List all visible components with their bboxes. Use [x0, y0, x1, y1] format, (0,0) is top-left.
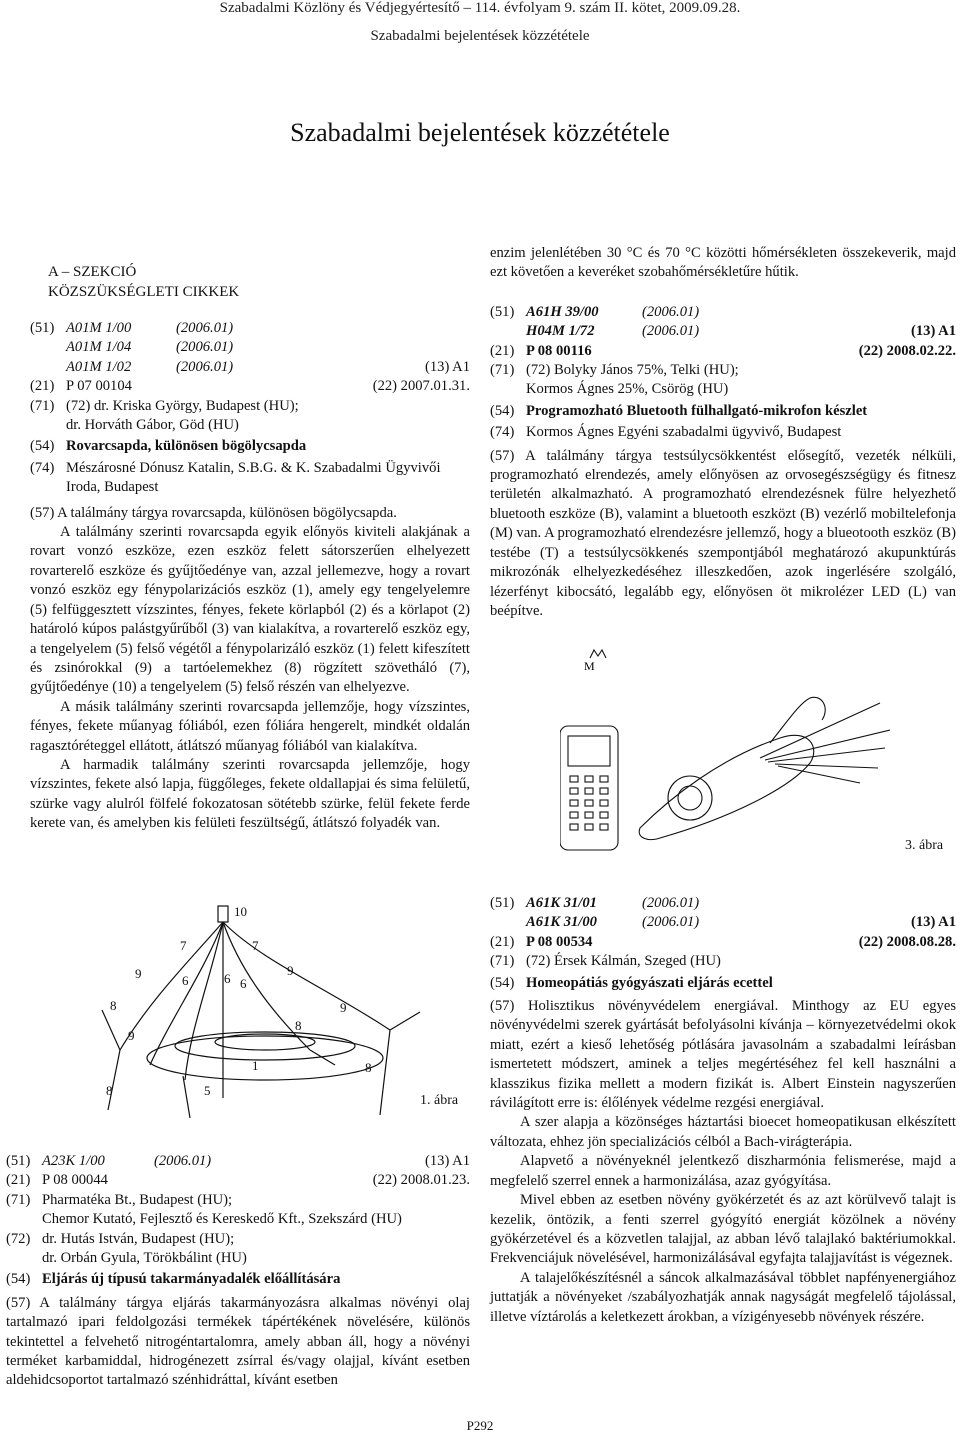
abstract-paragraph: (57) A találmány tárgya eljárás takarmányozásra alkalmas növényi olaj tartalmazó ipari feldolgozási termékek tápértékének növelésére, különös tekintettel a felvehető nitrogéntartalomra, amely abban áll, hogy a növényi terméket karbamiddal, hidrogénezett zsírral és/vagy olajjal, kívánt esetben aldehidcsoportot tartalmazó szénhidráttal, kívánt esetben [6, 1294, 470, 1389]
figure-1-label: 7 [180, 938, 187, 953]
kind-code: (13) A1 [911, 914, 956, 931]
running-header: Szabadalmi Közlöny és Védjegyértesítő – 114. évfolyam 9. szám II. kötet, 2009.09.28. [219, 0, 741, 16]
code-21: (21) [490, 933, 515, 950]
figure-1-label: 7 [252, 938, 259, 953]
code-74: (74) [30, 459, 55, 476]
inventors: Kormos Ágnes 25%, Csörög (HU) [526, 381, 729, 398]
code-51: (51) [490, 895, 515, 911]
phone-keypad [570, 776, 608, 830]
figure-1-label: 9 [135, 966, 142, 981]
application-number: P 08 00044 [42, 1172, 108, 1189]
right-column [490, 244, 956, 621]
figure-1-caption: 1. ábra [420, 1093, 459, 1108]
abstract-paragraph: A harmadik találmány szerinti rovarcsapda jellemzője, hogy vízszintes, fekete alsó lapja, függőleges, fekete oldallapjai és sima felületű, szürke vagy alulról fölfelé fokozatosan sötétebb szürke, felül fekete ferde kerete van, és amelyben kis felületi feszültségű, átlátszó folyadék van. [30, 756, 470, 832]
inventors: (72) Érsek Kálmán, Szeged (HU) [526, 953, 721, 970]
figure-1-label: 9 [287, 963, 294, 978]
ipc-version: (2006.01) [642, 303, 700, 320]
entry1-biblio [30, 319, 470, 834]
entry2 [6, 1152, 470, 1391]
application-number: P 07 00104 [66, 378, 132, 395]
ipc-version: (2006.01) [176, 320, 234, 336]
filing-date: (22) 2008.08.28. [858, 933, 956, 950]
ipc-code: A61H 39/00 [526, 303, 599, 320]
figure-1-label: 8 [295, 1018, 302, 1033]
filing-date: (22) 2008.02.22. [858, 342, 956, 359]
ipc-version: (2006.01) [176, 339, 234, 356]
abstract-paragraph: A szer alapja a közönséges háztartási bioecet homeopatikusan elkészített változata, ehhez jön specializációs célból a Bach-virágterápia. [490, 1114, 956, 1150]
code-71: (71) [490, 362, 515, 379]
abstract-paragraph: (57) A találmány tárgya testsúlycsökkentést elősegítő, vezeték nélküli, programozható elrendezés, amely előnyösen az orvosegészségügy és fitnesz területén alkalmazható. A programozható elrendezésnek fülre helyezhető bluetooth eszköze (B), valamint a bluetooth eszközt (B) vezérlő mobiltelefonja (M) van. A programozható elrendezésre jellemző, hogy a blueotooth eszköz (B) testébe (T) a testsúlycsökkenés szempontjából meghatározó akupunktúrás mikrozónák elhelyezkedéséhez illeszkedően, azok ingerlésére szolgáló, lézerfényt kibocsátó, legalább egy, előnyösen öt mikrolézer LED (L) van beépítve. [490, 447, 956, 619]
ipc-code: A01M 1/02 [66, 358, 132, 375]
ipc-code: A23K 1/00 [42, 1153, 105, 1169]
figure-1-label: 6 [240, 976, 247, 991]
figure-1-label: 8 [106, 1083, 113, 1098]
figure-1-label: 8 [365, 1060, 372, 1075]
ipc-version: (2006.01) [642, 323, 700, 340]
ipc-version: (2006.01) [642, 895, 700, 911]
code-54: (54) [490, 402, 515, 419]
inventor: dr. Hutás István, Budapest (HU); [42, 1230, 235, 1247]
filing-date: (22) 2007.01.31. [372, 378, 470, 395]
code-54: (54) [490, 974, 515, 991]
bluetooth-earpiece-shape [639, 735, 814, 839]
abstract-paragraph: A talajelőkészítésnél a sáncok alkalmazásával többlet napfényenergiához juttatják a növényeket /szabályozhatják annak nagyságát megfelelő tájolással, illetve víztárolás a keletkezett árokban, a vízigényesebb növények részére. [490, 1269, 956, 1325]
code-54: (54) [6, 1271, 31, 1288]
application-number: P 08 00534 [526, 933, 593, 950]
section-letter: A – SZEKCIÓ [48, 264, 137, 280]
code-21: (21) [490, 342, 515, 359]
code-72: (72) [6, 1230, 31, 1247]
patent-title: Rovarcsapda, különösen bögölycsapda [66, 438, 307, 455]
page-number: P292 [466, 1418, 494, 1433]
figure-1-label: 9 [340, 1000, 347, 1015]
figure-1-label: 6 [224, 971, 231, 986]
code-21: (21) [30, 378, 55, 395]
figure-1-label: 5 [204, 1083, 211, 1098]
abstract-paragraph: Alapvető a növényeknél jelentkező diszharmónia felismerése, majd a megfelelő szerrel ennek a harmonizálása, azaz gyógyítása. [490, 1153, 956, 1189]
abstract-paragraph: (57) Holisztikus növényvédelem energiával. Minthogy az EU egyes növényvédelmi szerek gyártását befolyásolni kívánja – környezetvédelmi okok miatt, ezért a kieső lehetőség pótlására javasolnám a szabadalmi leírásban ismertetett módszert, aminek a teljes megértéséhez fel kell használni a klasszikus fizika mellett a modern fizikát is. Albert Einstein nagyszerűen rávilágított erre is: élőlények védelme rezgési energiával. [490, 998, 956, 1112]
filing-date: (22) 2008.01.23. [372, 1172, 470, 1189]
code-54: (54) [30, 438, 55, 455]
code-71: (71) [30, 397, 55, 414]
abstract-paragraph: A találmány szerinti rovarcsapda egyik előnyös kiviteli alakjának a rovart vonzó eszköze, ezen eszköz felett sátorszerűen elhelyezett rovarterelő eszköze és gyűjtőedénye van, azzal jellemezve, hogy a rovart vonzó eszköz egy fénypolarizációs eszköz (1), amely egy tengelyelemre (5) felfüggesztett vízszintes, fényes, fekete körlapból (2) és a körlapot (2) határoló kúpos palástgyűrűből (3) van kialakítva, a rovarterelő eszköz egy, a tengelyelem (5) felső végétől a fénypolarizáló eszköz (1) felett kifeszített és zsinórokkal (9) a tartóelemekhez (8) rögzített szövetháló (7), gyűjtőedénye (10) a tengelyelem (5) felső részén van elhelyezve. [30, 524, 470, 696]
ipc-code: A61K 31/01 [526, 895, 597, 911]
application-number: P 08 00116 [526, 342, 592, 359]
agent: Mészárosné Dónusz Katalin, S.B.G. & K. Szabadalmi Ügyvivői [66, 459, 441, 476]
inventors: (72) Bolyky János 75%, Telki (HU); [526, 362, 739, 379]
page-title: Szabadalmi bejelentések közzététele [290, 118, 670, 147]
figure-3-drawing [560, 648, 900, 858]
ipc-code: A01M 1/00 [66, 320, 132, 336]
left-column [30, 262, 470, 834]
figure-3-label-m: M [584, 659, 595, 673]
code-51: (51) [30, 320, 55, 336]
abstract-paragraph: Mivel ebben az esetben növény gyökérzetét és az azt körülvevő talajt is kezelik, öntözik, a fenti szerrel gyógyító energiát közölnek a növény gyökérzetével és a közvetlen talajjal, az abban lévő talajlakó baktériumokkal. Frekvenciájuk növelésével, harmonizálásával egyfajta talajjavítást is végeznek. [490, 1192, 956, 1267]
agent: Iroda, Budapest [66, 479, 159, 496]
abstract-continuation: enzim jelenlétében 30 °C és 70 °C közötti hőmérsékleten összekeverik, majd ezt követően a keveréket szobahőmérsékletűre hűtik. [490, 245, 956, 281]
code-71: (71) [6, 1191, 31, 1208]
figure-1-label: 10 [234, 904, 247, 919]
ipc-code: A01M 1/04 [66, 339, 132, 356]
figure-1-label: 8 [110, 998, 117, 1013]
code-21: (21) [6, 1172, 31, 1189]
patent-title: Programozható Bluetooth fülhallgató-mikrofon készlet [526, 402, 868, 419]
kind-code: (13) A1 [425, 358, 470, 375]
inventors: dr. Horváth Gábor, Göd (HU) [66, 417, 239, 434]
agent: Kormos Ágnes Egyéni szabadalmi ügyvivő, Budapest [526, 424, 842, 441]
entry4 [490, 894, 956, 1327]
code-51: (51) [490, 303, 515, 320]
figure-3-caption: 3. ábra [905, 838, 944, 853]
ipc-version: (2006.01) [176, 358, 234, 375]
figure-1-label: 9 [128, 1028, 135, 1043]
applicant: Chemor Kutató, Fejlesztő és Kereskedő Kft., Szekszárd (HU) [42, 1211, 402, 1228]
inventor: dr. Orbán Gyula, Törökbálint (HU) [42, 1250, 247, 1267]
abstract-lead: (57) A találmány tárgya rovarcsapda, különösen bögölycsapda. [30, 504, 397, 521]
applicant: Pharmatéka Bt., Budapest (HU); [42, 1191, 233, 1208]
ipc-code: H04M 1/72 [526, 323, 595, 340]
ipc-version: (2006.01) [154, 1153, 212, 1169]
kind-code: (13) A1 [425, 1153, 470, 1169]
entry3-biblio [490, 303, 956, 622]
inventors: (72) dr. Kriska György, Budapest (HU); [66, 397, 299, 414]
patent-title: Eljárás új típusú takarmányadalék előállítására [42, 1271, 341, 1288]
patent-title: Homeopátiás gyógyászati eljárás ecettel [526, 974, 773, 991]
abstract-paragraph: A másik találmány szerinti rovarcsapda jellemzője, hogy vízszintes, fényes, fekete műanyag fóliából, ezen fóliára hengerelt, mindkét oldalán ragasztóréteggel ellátott, átlátszó műanyag fóliából van kialakítva. [30, 698, 470, 754]
ipc-version: (2006.01) [642, 914, 700, 931]
section-name: KÖZSZÜKSÉGLETI CIKKEK [48, 284, 240, 300]
code-71: (71) [490, 953, 515, 970]
running-subheader: Szabadalmi bejelentések közzététele [370, 28, 590, 44]
figure-1-label: 1 [252, 1058, 259, 1073]
code-51: (51) [6, 1153, 31, 1169]
kind-code: (13) A1 [911, 323, 956, 340]
figure-1-label: 6 [182, 973, 189, 988]
code-74: (74) [490, 424, 515, 441]
ipc-code: A61K 31/00 [526, 914, 597, 931]
